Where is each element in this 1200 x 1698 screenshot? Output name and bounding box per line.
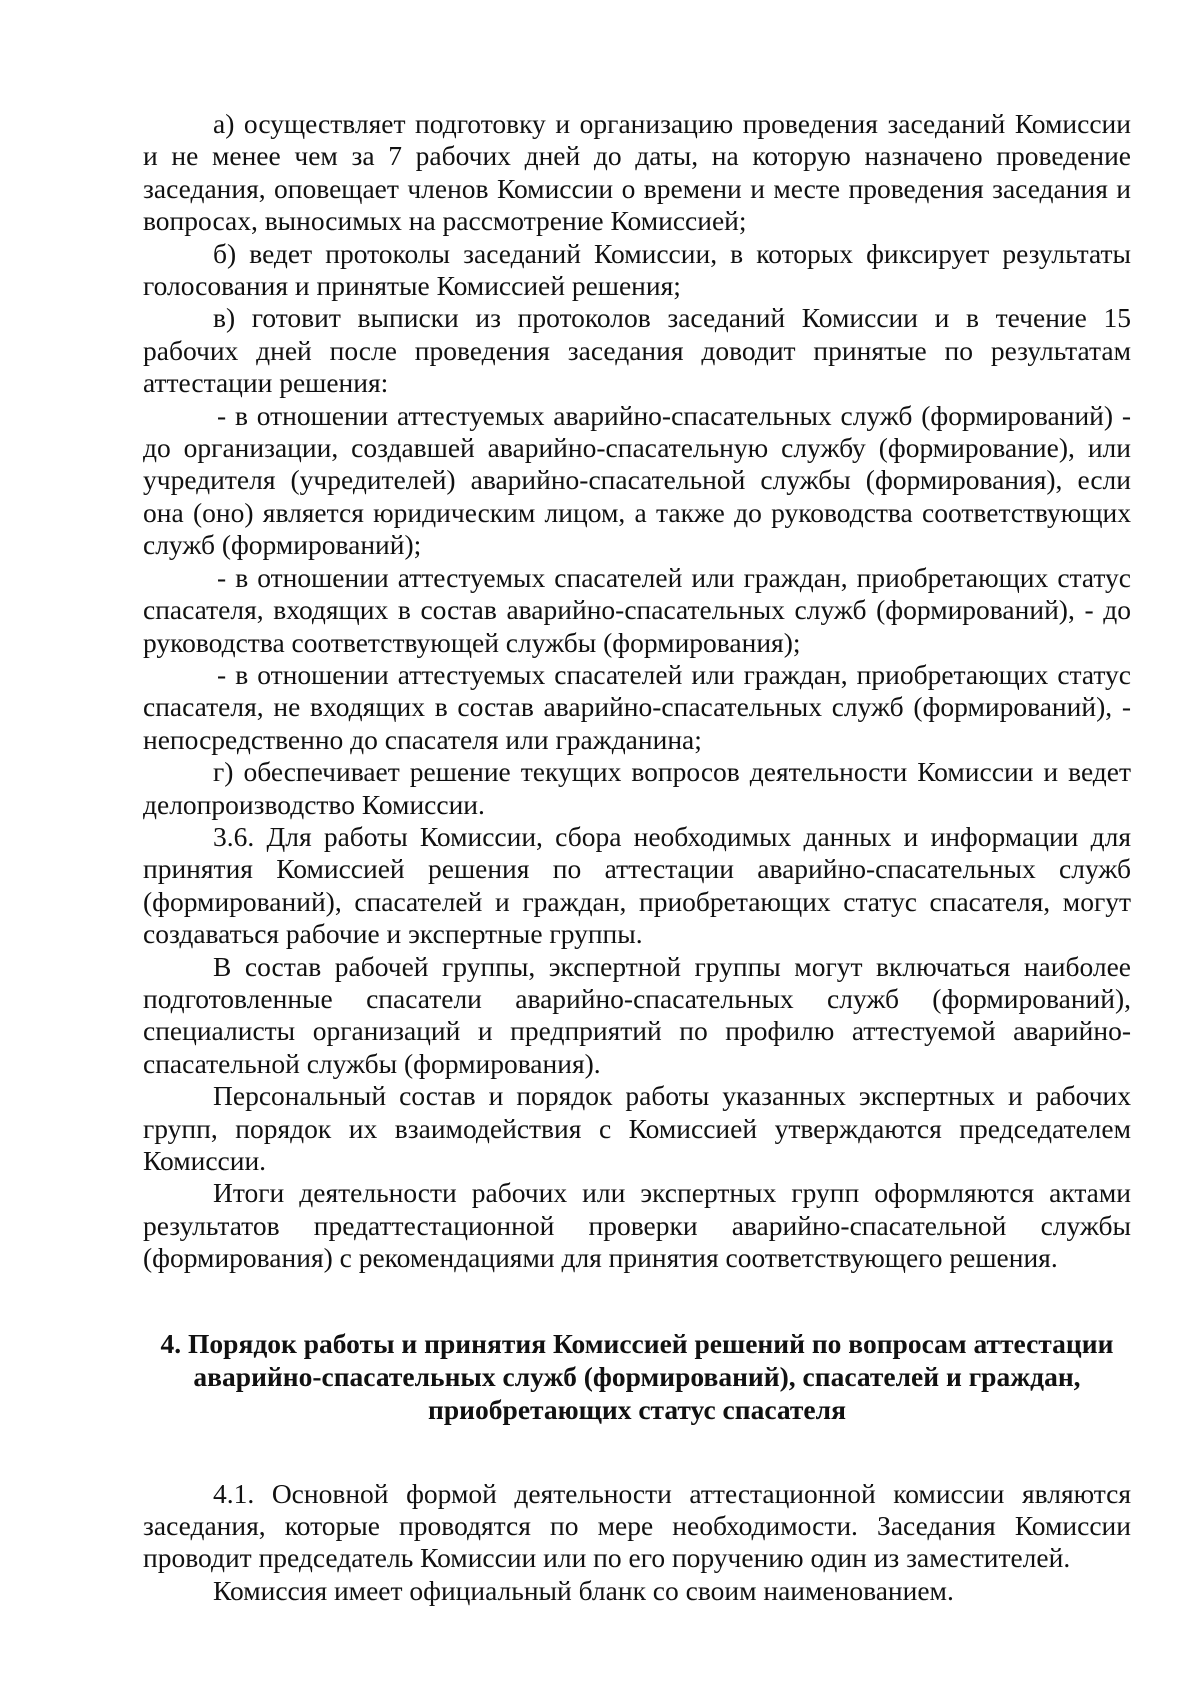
section-heading-4: 4. Порядок работы и принятия Комиссией решений по вопросам аттестации аварийно-спасательных служб (формирований), спасателей и граждан, приобретающих статус спасателя [160, 1327, 1114, 1425]
paragraph-item-b: б) ведет протоколы заседаний Комиссии, в которых фиксирует результаты голосования и принятые Комиссией решения; [143, 237, 1131, 302]
paragraph-item-g: г) обеспечивает решение текущих вопросов деятельности Комиссии и ведет делопроизводство Комиссии. [143, 756, 1131, 820]
paragraph-group-results: Итоги деятельности рабочих или экспертных групп оформляются актами результатов предаттестационной проверки аварийно-спасательной службы (формирования) с рекомендациями для принятия соответствующего решения. [143, 1177, 1131, 1274]
paragraph-working-group-composition: В состав рабочей группы, экспертной группы могут включаться наиболее подготовленные спасатели аварийно-спасательных служб (формирований), специалисты организаций и предприятий по профилю аттестуемой аварийно-спасательной службы (формирования). [143, 950, 1131, 1079]
paragraph-personnel-composition: Персональный состав и порядок работы указанных экспертных и рабочих групп, порядок их взаимодействия с Комиссией утверждаются председателем Комиссии. [143, 1080, 1131, 1176]
paragraph-4-1: 4.1. Основной формой деятельности аттестационной комиссии являются заседания, которые проводятся по мере необходимости. Заседания Комиссии проводит председатель Комиссии или по его поручению один из заместителей. [143, 1477, 1131, 1574]
paragraph-3-6: 3.6. Для работы Комиссии, сбора необходимых данных и информации для принятия Комиссией решения по аттестации аварийно-спасательных служб (формирований), спасателей и граждан, приобретающих статус спасателя, могут создаваться рабочие и экспертные группы. [143, 820, 1131, 950]
dash-item-services: - в отношении аттестуемых аварийно-спасательных служб (формирований) - до организации, создавшей аварийно-спасательную службу (формирование), или учредителя (учредителей) аварийно-спасательной службы (формирования), если она (оно) является юридическим лицом, а также до руководства соответствующих служб (формирований); [143, 399, 1131, 561]
dash-item-rescuers-in-services: - в отношении аттестуемых спасателей или граждан, приобретающих статус спасателя, входящих в состав аварийно-спасательных служб (формирований), - до руководства соответствующей службы (формирования); [143, 561, 1131, 658]
paragraph-official-form: Комиссия имеет официальный бланк со своим наименованием. [213, 1574, 954, 1606]
paragraph-item-a: а) осуществляет подготовку и организацию проведения заседаний Комиссии и не менее чем за 7 рабочих дней до даты, на которую назначено проведение заседания, оповещает членов Комиссии о времени и месте проведения заседания и вопросах, выносимых на рассмотрение Комиссией; [143, 108, 1131, 237]
document-page [143, 108, 1131, 1607]
paragraph-item-v: в) готовит выписки из протоколов заседаний Комиссии и в течение 15 рабочих дней после проведения заседания доводит принятые по результатам аттестации решения: [143, 302, 1131, 399]
dash-item-rescuers-outside-services: - в отношении аттестуемых спасателей или граждан, приобретающих статус спасателя, не входящих в состав аварийно-спасательных служб (формирований), - непосредственно до спасателя или гражданина; [143, 658, 1131, 755]
